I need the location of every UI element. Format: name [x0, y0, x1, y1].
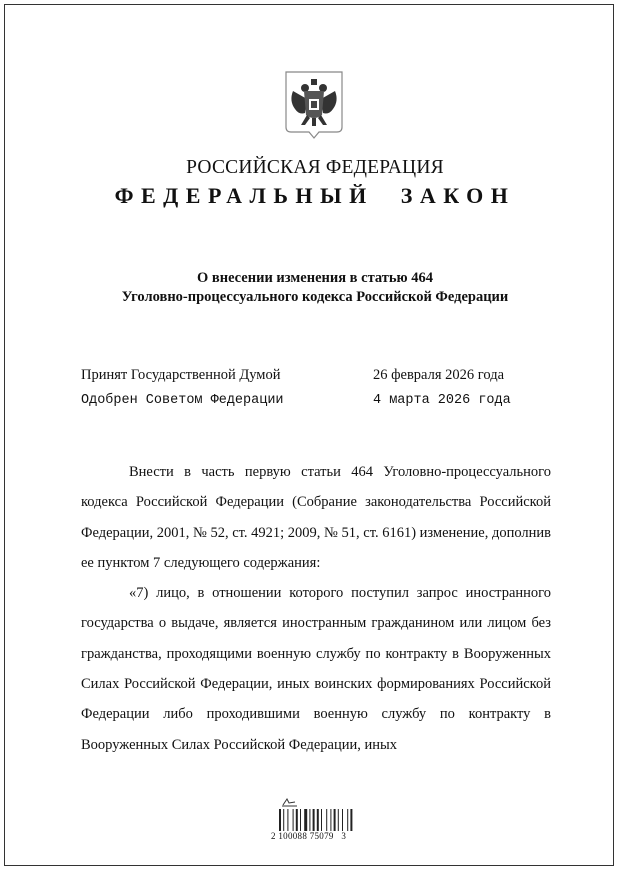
barcode-bar — [338, 809, 339, 831]
barcode-bar — [317, 809, 319, 831]
barcode-bar — [330, 809, 331, 831]
barcode-bar — [296, 809, 298, 831]
body-paragraph: Внести в часть первую статьи 464 Уголовно-процессуального кодекса Российской Федерации (Собрание законодательства Российской Федерации, 2001, № 52, ст. 4921; 2009, № 51, ст. 6161) изменение, дополнив ее пунктом 7 следующего содержания: — [81, 464, 551, 571]
barcode-bar — [304, 809, 307, 831]
barcode-bar — [309, 809, 310, 831]
law-title-line-1: О внесении изменения в статью 464 — [196, 270, 433, 286]
barcode-number: 2 100088 75079 3 — [271, 831, 347, 841]
country-name: РОССИЙСКАЯ ФЕДЕРАЦИЯ — [186, 157, 444, 178]
law-title — [5, 269, 620, 307]
barcode-bar — [347, 809, 348, 831]
law-title-line-2: Уголовно-процессуального кодекса Российской Федерации — [121, 289, 509, 305]
barcode-bar — [342, 809, 343, 831]
document-page — [4, 4, 614, 866]
barcode-bar — [283, 809, 284, 831]
barcode-logo — [282, 799, 297, 806]
barcode-bar — [326, 809, 327, 831]
barcode-bar — [313, 809, 315, 831]
barcode-bar — [293, 809, 294, 831]
law-type-heading: ФЕДЕРАЛЬНЫЙ ЗАКОН — [114, 183, 516, 208]
adoption-duma-date: 26 февраля 2026 года — [373, 367, 505, 383]
law-body — [81, 457, 551, 760]
barcode-bar — [287, 809, 288, 831]
barcode-bar — [321, 809, 322, 831]
barcode-bar — [279, 809, 281, 831]
barcode-bar — [334, 809, 336, 831]
coat-of-arms-icon — [283, 69, 345, 141]
adoption-council-date: 4 марта 2026 года — [373, 393, 511, 408]
adoption-council-label: Одобрен Советом Федерации — [81, 393, 284, 408]
barcode-bar — [350, 809, 352, 831]
body-paragraph: «7) лицо, в отношении которого поступил запрос иностранного государства о выдаче, является иностранным гражданином или лицом без гражданства, проходящими военную службу по контракту в Вооруженных Силах Российской Федерации, иных воинских формированиях Российской Федерации либо проходившими военную службу по контракту в Вооруженных Силах Российской Федерации, иных — [81, 585, 551, 753]
adoption-duma-label: Принят Государственной Думой — [81, 367, 281, 383]
barcode-bar — [300, 809, 301, 831]
